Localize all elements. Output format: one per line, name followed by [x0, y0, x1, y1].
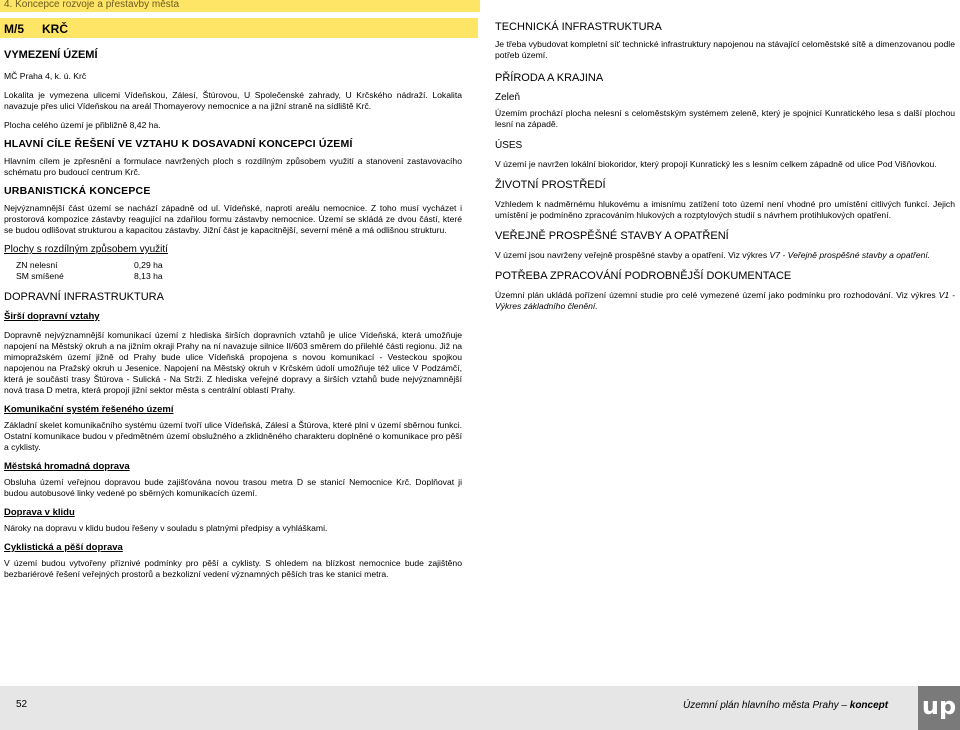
heading-tech: TECHNICKÁ INFRASTRUKTURA [495, 21, 662, 33]
plochy-key: ZN nelesní [16, 260, 58, 270]
document-title-status: koncept [849, 700, 889, 711]
plochy-key: SM smíšené [16, 271, 64, 281]
section-label: 4. Koncepce rozvoje a přestavby města [4, 0, 180, 10]
urban-paragraph: Nejvýznamnější část území se nachází západně od ul. Vídeňské, naproti areálu nemocnice. Z toho musí vycházet i prostorová kompozice zástavby reagující na zdařilou formu zástavby nemocnice. Území se skládá ze dvou částí, které se budou odlišovat strukturou a kapacitou zástavby. Jižní část je kapacitnější, severní méně a má odlišnou strukturu. [4, 203, 462, 235]
heading-uses: ÚSES [495, 140, 523, 151]
left-column [4, 44, 462, 588]
plochy-value: 0,29 ha [134, 260, 163, 270]
heading-plochy: Plochy s rozdílným způsobem využití [4, 244, 168, 255]
plocha-paragraph: Plocha celého území je přibližně 8,42 ha. [4, 120, 161, 130]
heading-verejne: VEŘEJNĚ PROSPĚŠNÉ STAVBY A OPATŘENÍ [495, 230, 729, 242]
heading-komunikacni: Komunikační systém řešeného území [4, 404, 174, 415]
potreba-text: Územní plán ukládá pořízení územní studie pro celé vymezené území jako podmínku pro rozhodování. Viz výkres [495, 290, 939, 300]
sirsi-paragraph: Dopravně nejvýznamnější komunikací území z hlediska širších dopravních vztahů je ulice Vídeňská, která umožňuje napojení na Městský okruh a na jižním okraji Prahy na ní navazuje silnice II/603 směrem do přilehlé části regionu. Již na mimopražském území jižně od Prahy bude ulice Vídeňská propojena s novou komunikací - Vesteckou spojkou napojenou na Pražský okruh u Jesenice. Napojení na Městský okruh v Krčském údolí umožňuje též ulice V Podzámčí, která je součástí trasy Štúrova - Sulická - Na Strži. Z hlediska veřejné dopravy a širších vztahů bude nejvýznamnější nová trasa D metra, která propojí jižní sektor města s centrální oblastí Prahy. [4, 330, 462, 395]
verejne-paragraph [495, 250, 955, 261]
heading-pesi: Cyklistická a pěší doprava [4, 542, 123, 553]
heading-mhd: Městská hromadná doprava [4, 461, 130, 472]
heading-cile: HLAVNÍ CÍLE ŘEŠENÍ VE VZTAHU K DOSAVADNÍ KONCEPCI ÚZEMÍ [4, 138, 353, 150]
heading-zelen: Zeleň [495, 92, 521, 103]
zivotni-paragraph: Vzhledem k nadměrnému hlukovému a imisnímu zatížení toto území není vhodné pro umístění citlivých funkcí. Jejich umístění je podmíněno zpracováním hlukových a rozptylových studií s návrhem protihlukových opatření. [495, 199, 955, 220]
verejne-drawing-ref: V7 - Veřejně prospěšné stavby a opatření. [769, 250, 931, 260]
verejne-text: V území jsou navrženy veřejně prospěšné stavby a opatření. Viz výkres [495, 250, 770, 260]
header-band [0, 0, 480, 12]
district-text: MČ Praha 4, k. ú. Krč [4, 71, 87, 81]
uses-paragraph: V území je navržen lokální biokoridor, který propojí Kunratický les s lesním celkem západně od ulice Pod Višňovkou. [495, 159, 937, 169]
heading-potreba: POTŘEBA ZPRACOVÁNÍ PODROBNĚJŠÍ DOKUMENTACE [495, 270, 792, 282]
heading-urban: URBANISTICKÁ KONCEPCE [4, 185, 151, 197]
page-number: 52 [16, 699, 28, 710]
plochy-value: 8,13 ha [134, 271, 163, 281]
locality-code: M/5 [4, 22, 25, 36]
heading-sirsi: Širší dopravní vztahy [4, 311, 100, 322]
document-title [683, 700, 888, 711]
heading-klid: Doprava v klidu [4, 507, 75, 518]
up-logo: up [918, 686, 960, 730]
page-footer [0, 686, 960, 730]
heading-vymezeni: VYMEZENÍ ÚZEMÍ [4, 49, 98, 61]
cile-paragraph: Hlavním cílem je zpřesnění a formulace navržených ploch s rozdílným způsobem využití a stanovení zastavovacího schématu pro budoucí centrum Krč. [4, 156, 462, 177]
locality-name: KRČ [42, 22, 68, 36]
heading-priroda: PŘÍRODA A KRAJINA [495, 72, 604, 84]
heading-doprava: DOPRAVNÍ INFRASTRUKTURA [4, 291, 164, 303]
heading-zivotni: ŽIVOTNÍ PROSTŘEDÍ [495, 179, 606, 191]
potreba-drawing-ref: V1 - Výkres základního členění. [495, 290, 956, 311]
komunikacni-paragraph: Základní skelet komunikačního systému území tvoří ulice Vídeňská, Zálesí a Štúrova, které plní v území sběrnou funkci. Ostatní komunikace budou v předmětném území obslužného a zklidněného charakteru doplněné o komunikace pro pěší a cyklisty. [4, 420, 462, 452]
potreba-paragraph [495, 290, 955, 312]
right-column [495, 18, 955, 320]
tech-paragraph: Je třeba vybudovat kompletní síť technické infrastruktury napojenou na stávající celoměstské sítě a dimenzovanou podle potřeb území. [495, 39, 955, 60]
locality-code-bar [0, 18, 478, 38]
plochy-row [4, 260, 462, 271]
lokalita-paragraph: Lokalita je vymezena ulicemi Vídeňskou, Zálesí, Štúrovou, U Společenské zahrady, U Krčského nádraží. Lokalita navazuje přes ulici Vídeňskou na areál Thomayerovy nemocnice a na jižní straně na sídliště Krč. [4, 90, 462, 111]
zelen-paragraph: Územím prochází plocha nelesní s celoměstským systémem zeleně, který je spojnicí Kunratického lesa s další plochou lesní na západě. [495, 108, 955, 129]
document-title-main: Územní plán hlavního města Prahy – [683, 700, 850, 711]
mhd-paragraph: Obsluha území veřejnou dopravou bude zajišťována novou trasou metra D se stanicí Nemocnice Krč. Doplňovat ji budou autobusové linky vedené po sběrných komunikacích území. [4, 477, 462, 498]
pesi-paragraph: V území budou vytvořeny příznivé podmínky pro pěší a cyklisty. S ohledem na blízkost nemocnice bude zajištěno bezbariérové řešení veřejných prostorů a bezkolizní vedení významných pěších tras ke stanici metra. [4, 558, 462, 579]
klid-paragraph: Nároky na dopravu v klidu budou řešeny v souladu s platnými předpisy a vyhláškami. [4, 523, 328, 533]
plochy-row [4, 271, 462, 282]
